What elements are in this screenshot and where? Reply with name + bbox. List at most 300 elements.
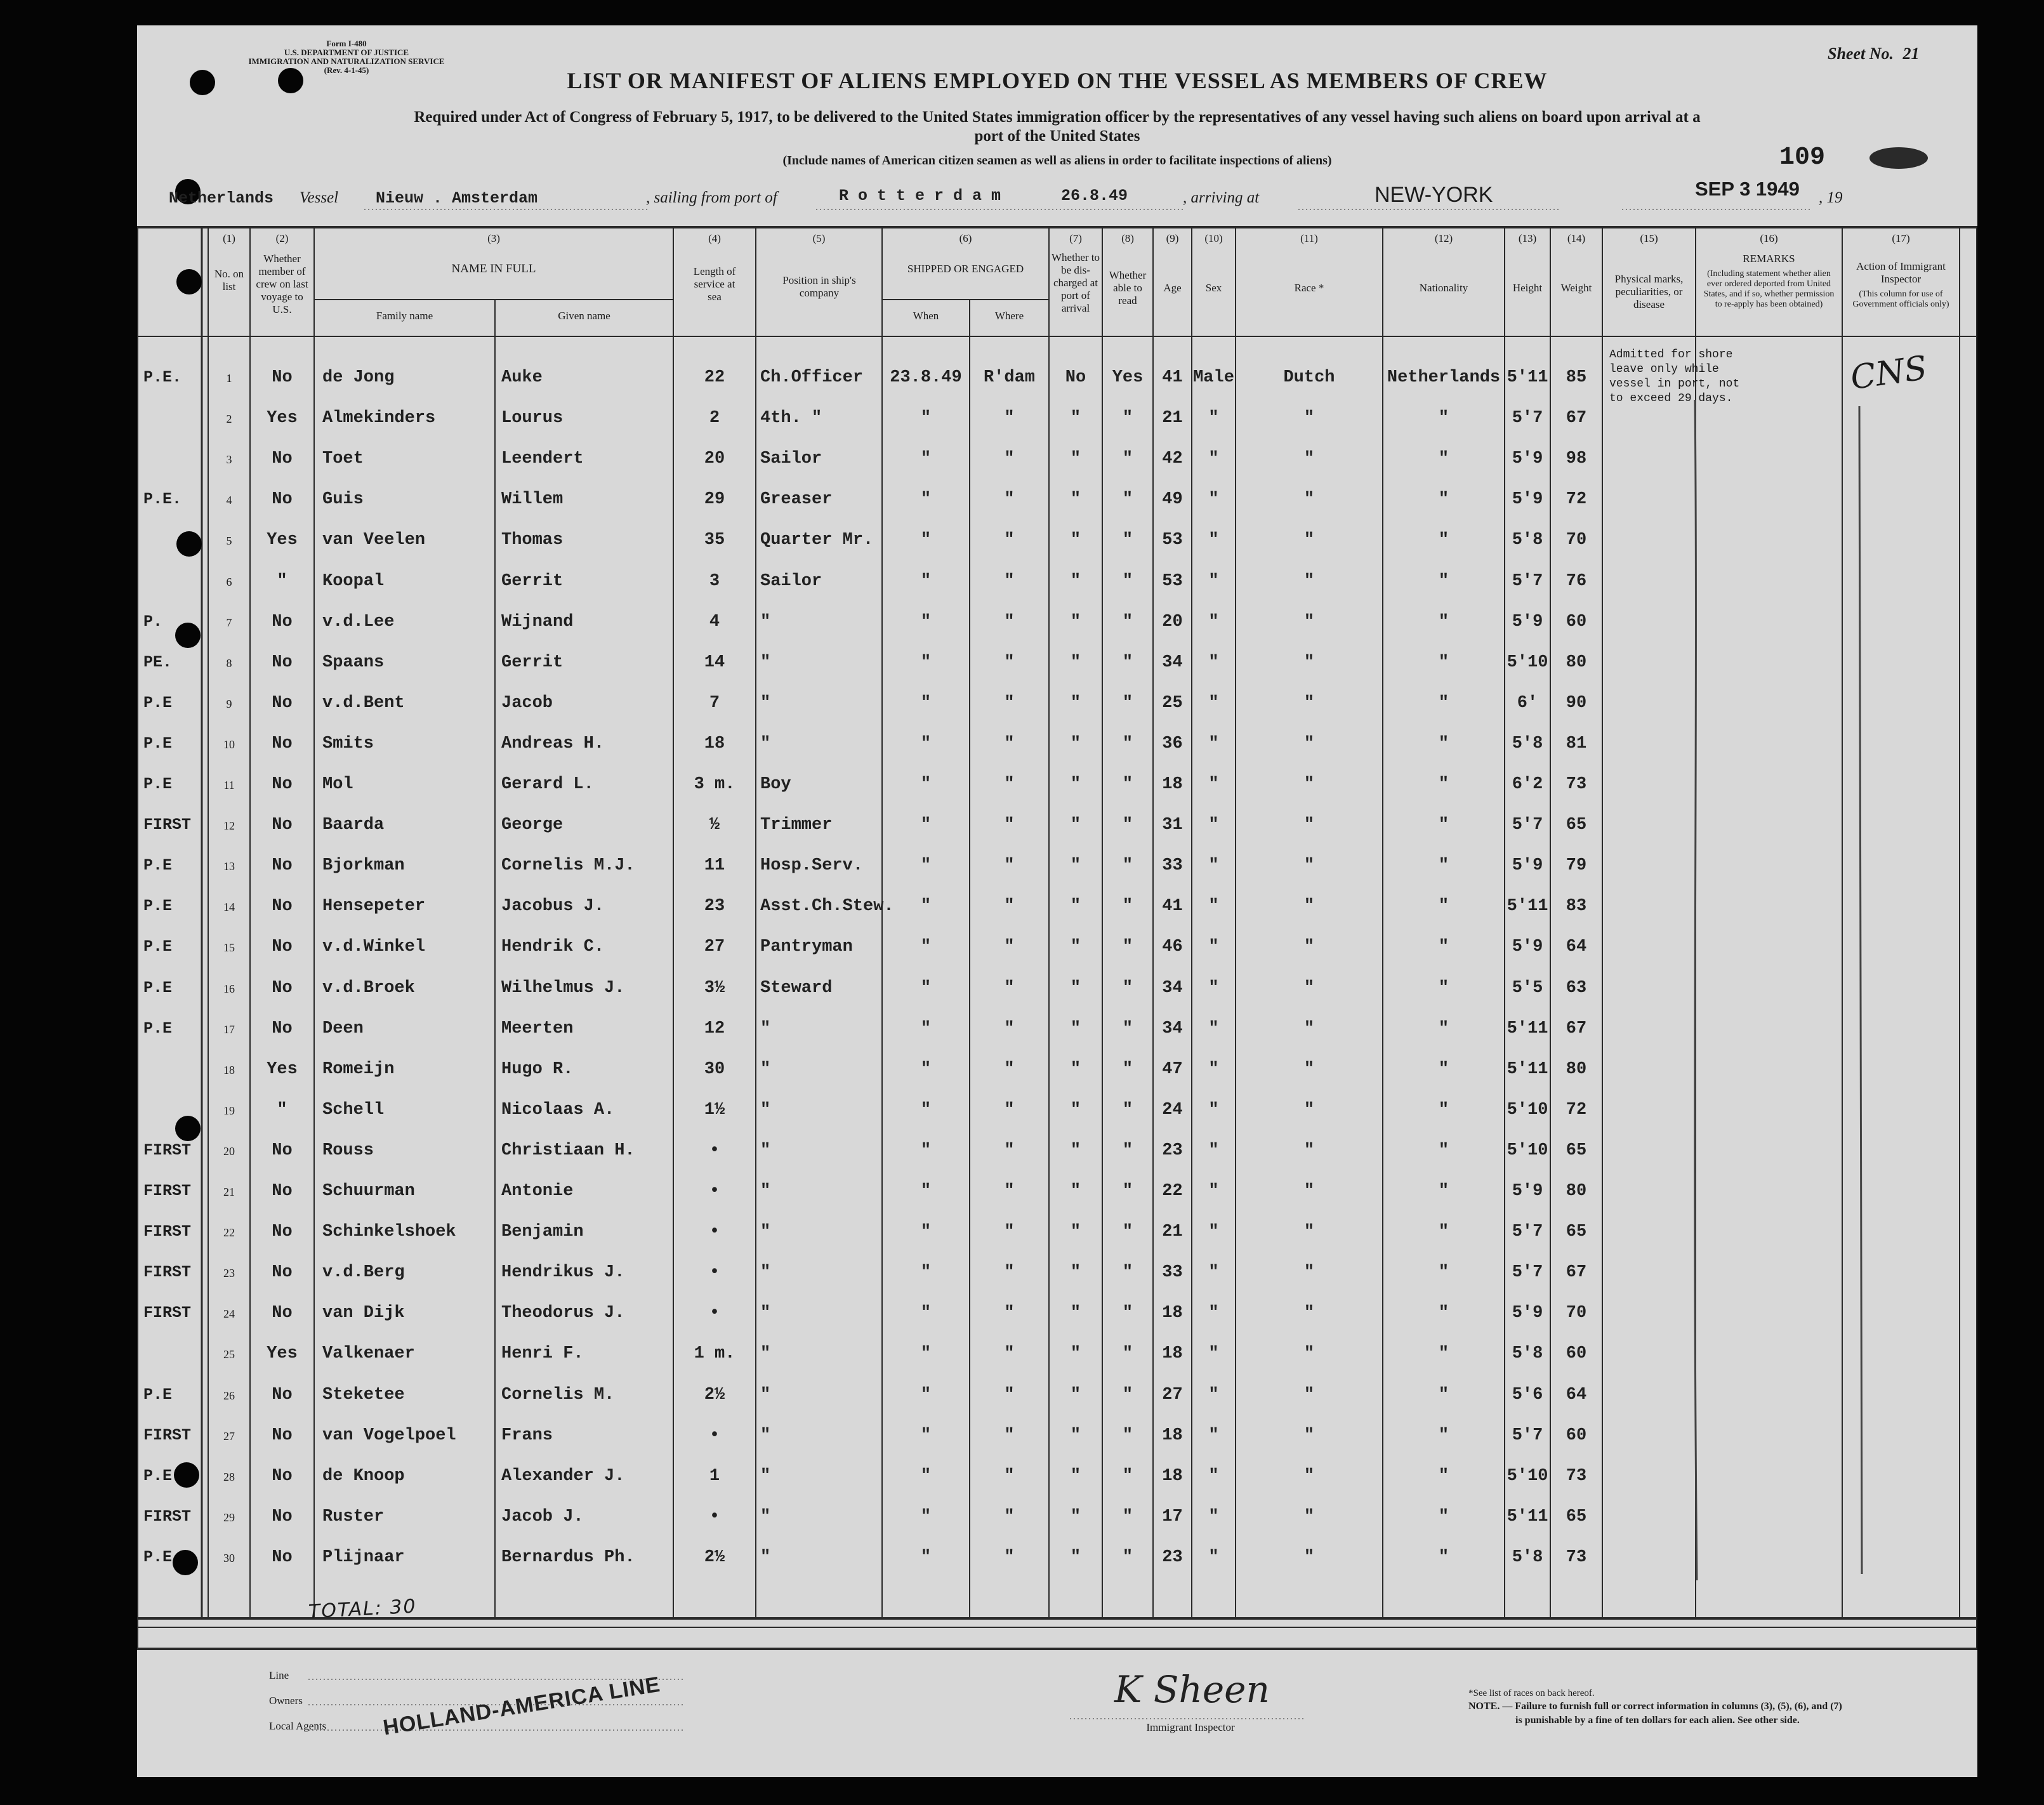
vessel-name: Nieuw . Amsterdam xyxy=(376,189,538,208)
row-8-prev: No xyxy=(272,652,293,672)
row-21-prev: No xyxy=(272,1182,293,1201)
row-16-service: 3½ xyxy=(704,978,725,998)
row-10-mark: P.E xyxy=(143,734,173,753)
row-18-family: Romeijn xyxy=(322,1059,395,1079)
fine-note-2: is punishable by a fine of ten dollars for each alien. See other side. xyxy=(1515,1715,1800,1726)
row-7-race: " xyxy=(1303,612,1315,631)
row-10-when: " xyxy=(920,734,932,753)
punch-hole xyxy=(176,531,202,557)
row-29-weight: 65 xyxy=(1566,1507,1587,1526)
col-2-num: (2) xyxy=(275,232,289,244)
row-5-prev: Yes xyxy=(267,531,298,550)
subtitle-line-2: port of the United States xyxy=(974,128,1140,145)
row-22-age: 21 xyxy=(1162,1222,1183,1242)
row-2-no: 2 xyxy=(226,413,232,426)
row-4-position: Greaser xyxy=(760,490,833,510)
row-16-mark: P.E xyxy=(143,978,173,997)
row-6-family: Koopal xyxy=(322,571,385,591)
row-19-service: 1½ xyxy=(704,1100,725,1120)
col-17-num: (17) xyxy=(1892,232,1910,244)
row-16-family: v.d.Broek xyxy=(322,978,415,998)
shore-leave-remark: Admitted for shore leave only while vessel in port, not to exceed 29 days. xyxy=(1609,348,1740,405)
row-27-mark: FIRST xyxy=(143,1425,192,1445)
row-29-service: • xyxy=(709,1507,720,1526)
row-11-given: Gerard L. xyxy=(501,775,594,794)
row-6-prev: " xyxy=(277,571,287,591)
row-9-where: " xyxy=(1004,693,1015,713)
row-12-family: Baarda xyxy=(322,816,385,835)
row-24-disch: " xyxy=(1070,1304,1081,1323)
row-30-given: Bernardus Ph. xyxy=(501,1547,635,1567)
row-26-sex: " xyxy=(1208,1385,1219,1405)
row-26-height: 5'6 xyxy=(1512,1385,1543,1405)
row-10-weight: 81 xyxy=(1566,734,1587,753)
row-2-service: 2 xyxy=(709,409,720,428)
row-8-sex: " xyxy=(1208,652,1219,672)
row-3-family: Toet xyxy=(322,449,364,469)
row-14-prev: No xyxy=(272,897,293,916)
row-14-age: 41 xyxy=(1162,897,1183,916)
row-28-weight: 73 xyxy=(1566,1466,1587,1486)
row-25-prev: Yes xyxy=(267,1344,298,1364)
row-26-prev: No xyxy=(272,1385,293,1405)
row-6-disch: " xyxy=(1070,571,1081,591)
arriving-label: , arriving at xyxy=(1183,189,1260,206)
col-1-num: (1) xyxy=(223,232,235,244)
row-19-age: 24 xyxy=(1162,1100,1183,1120)
row-3-read: " xyxy=(1122,449,1133,469)
form-rev: (Rev. 4-1-45) xyxy=(324,65,369,75)
row-18-where: " xyxy=(1004,1059,1015,1079)
row-28-read: " xyxy=(1122,1466,1133,1486)
row-17-age: 34 xyxy=(1162,1019,1183,1038)
row-21-sex: " xyxy=(1208,1182,1219,1201)
row-16-height: 5'5 xyxy=(1512,978,1543,998)
row-1-position: Ch.Officer xyxy=(760,368,864,387)
row-20-prev: No xyxy=(272,1141,293,1160)
row-29-where: " xyxy=(1004,1507,1015,1526)
row-15-where: " xyxy=(1004,937,1015,957)
row-4-when: " xyxy=(920,490,932,510)
col-4-label: Length of service at sea xyxy=(693,265,736,303)
row-5-where: " xyxy=(1004,531,1015,550)
row-20-weight: 65 xyxy=(1566,1141,1587,1160)
row-17-service: 12 xyxy=(704,1019,725,1038)
row-18-service: 30 xyxy=(704,1059,725,1079)
row-27-read: " xyxy=(1122,1425,1133,1445)
row-11-nat: " xyxy=(1438,775,1449,794)
row-16-weight: 63 xyxy=(1566,978,1587,998)
row-10-age: 36 xyxy=(1162,734,1183,753)
row-29-prev: No xyxy=(272,1507,293,1526)
row-16-sex: " xyxy=(1208,978,1219,998)
row-4-nat: " xyxy=(1438,490,1449,510)
row-5-read: " xyxy=(1122,531,1133,550)
row-21-disch: " xyxy=(1070,1182,1081,1201)
row-26-disch: " xyxy=(1070,1385,1081,1405)
col-6-where: Where xyxy=(994,310,1024,322)
col-14-label: Weight xyxy=(1560,282,1592,294)
row-12-prev: No xyxy=(272,816,293,835)
row-8-read: " xyxy=(1122,652,1133,672)
row-4-race: " xyxy=(1303,490,1315,510)
row-5-when: " xyxy=(920,531,932,550)
row-28-age: 18 xyxy=(1162,1466,1183,1486)
row-24-prev: No xyxy=(272,1304,293,1323)
row-26-family: Steketee xyxy=(322,1385,405,1405)
row-27-position: " xyxy=(760,1425,771,1445)
row-24-when: " xyxy=(920,1304,932,1323)
row-26-age: 27 xyxy=(1162,1385,1183,1405)
row-4-where: " xyxy=(1004,490,1015,510)
row-14-family: Hensepeter xyxy=(322,897,426,916)
row-25-given: Henri F. xyxy=(501,1344,584,1364)
row-7-sex: " xyxy=(1208,612,1219,631)
row-30-weight: 73 xyxy=(1566,1547,1587,1567)
row-12-where: " xyxy=(1004,816,1015,835)
row-14-position: Asst.Ch.Stew. xyxy=(760,897,894,916)
row-10-race: " xyxy=(1303,734,1315,753)
row-21-age: 22 xyxy=(1162,1182,1183,1201)
row-15-sex: " xyxy=(1208,937,1219,957)
row-28-disch: " xyxy=(1070,1466,1081,1486)
col-17-sub: (This column for use of Government officials only) xyxy=(1852,289,1949,309)
row-25-service: 1 m. xyxy=(694,1344,735,1364)
row-3-when: " xyxy=(920,449,932,469)
row-30-nat: " xyxy=(1438,1547,1449,1567)
col-12-num: (12) xyxy=(1434,232,1453,244)
subtitle-line-1: Required under Act of Congress of February 5, 1917, to be delivered to the United States immigration officer by the representatives of any vessel having such aliens on board upon arrival at a xyxy=(414,109,1701,126)
col-11-label: Race * xyxy=(1294,282,1324,294)
row-21-given: Antonie xyxy=(501,1182,574,1201)
row-29-no: 29 xyxy=(223,1511,235,1524)
row-19-position: " xyxy=(760,1100,771,1120)
col-8-num: (8) xyxy=(1121,232,1134,244)
row-12-height: 5'7 xyxy=(1512,816,1543,835)
row-17-height: 5'11 xyxy=(1507,1019,1548,1038)
row-14-sex: " xyxy=(1208,897,1219,916)
col-5-label: Position in ship's company xyxy=(782,274,856,299)
row-7-age: 20 xyxy=(1162,612,1183,631)
row-13-read: " xyxy=(1122,856,1133,876)
row-11-where: " xyxy=(1004,775,1015,794)
row-17-mark: P.E xyxy=(143,1019,173,1038)
col-7-num: (7) xyxy=(1069,232,1082,244)
row-20-given: Christiaan H. xyxy=(501,1141,635,1160)
row-29-sex: " xyxy=(1208,1507,1219,1526)
row-7-given: Wijnand xyxy=(501,612,574,631)
row-25-family: Valkenaer xyxy=(322,1344,415,1364)
row-11-family: Mol xyxy=(322,775,353,794)
row-25-height: 5'8 xyxy=(1512,1344,1543,1364)
row-17-nat: " xyxy=(1438,1019,1449,1038)
row-4-read: " xyxy=(1122,490,1133,510)
row-4-height: 5'9 xyxy=(1512,490,1543,510)
row-26-where: " xyxy=(1004,1385,1015,1405)
row-13-when: " xyxy=(920,856,932,876)
col-12-label: Nationality xyxy=(1419,282,1468,294)
row-22-family: Schinkelshoek xyxy=(322,1222,456,1242)
row-30-service: 2½ xyxy=(704,1547,725,1567)
row-9-age: 25 xyxy=(1162,693,1183,713)
row-17-prev: No xyxy=(272,1019,293,1038)
row-13-nat: " xyxy=(1438,856,1449,876)
row-22-service: • xyxy=(709,1222,720,1242)
row-21-family: Schuurman xyxy=(322,1182,415,1201)
row-5-given: Thomas xyxy=(501,531,564,550)
row-4-family: Guis xyxy=(322,490,364,510)
row-17-no: 17 xyxy=(223,1022,235,1036)
row-23-service: • xyxy=(709,1263,720,1283)
row-22-given: Benjamin xyxy=(501,1222,584,1242)
owners-label: Owners xyxy=(269,1695,303,1707)
row-9-no: 9 xyxy=(226,697,232,710)
row-5-height: 5'8 xyxy=(1512,531,1543,550)
row-29-read: " xyxy=(1122,1507,1133,1526)
row-5-service: 35 xyxy=(704,531,725,550)
row-26-mark: P.E xyxy=(143,1385,173,1404)
row-25-race: " xyxy=(1303,1344,1315,1364)
row-12-sex: " xyxy=(1208,816,1219,835)
row-7-mark: P. xyxy=(143,612,163,631)
row-6-age: 53 xyxy=(1162,571,1183,591)
row-16-read: " xyxy=(1122,978,1133,998)
row-18-race: " xyxy=(1303,1059,1315,1079)
row-30-read: " xyxy=(1122,1547,1133,1567)
row-25-sex: " xyxy=(1208,1344,1219,1364)
row-21-service: • xyxy=(709,1182,720,1201)
row-21-mark: FIRST xyxy=(143,1182,192,1200)
row-16-prev: No xyxy=(272,978,293,998)
row-9-disch: " xyxy=(1070,693,1081,713)
row-6-read: " xyxy=(1122,571,1133,591)
row-3-no: 3 xyxy=(226,453,232,466)
row-11-disch: " xyxy=(1070,775,1081,794)
row-10-read: " xyxy=(1122,734,1133,753)
col-13-label: Height xyxy=(1512,282,1543,294)
row-20-disch: " xyxy=(1070,1141,1081,1160)
punch-hole xyxy=(175,1116,201,1141)
row-3-weight: 98 xyxy=(1566,449,1587,469)
col-6-label: SHIPPED OR ENGAGED xyxy=(907,263,1024,275)
row-6-position: Sailor xyxy=(760,571,822,591)
row-18-height: 5'11 xyxy=(1507,1059,1548,1079)
row-23-no: 23 xyxy=(223,1267,235,1280)
row-30-race: " xyxy=(1303,1547,1315,1567)
row-28-given: Alexander J. xyxy=(501,1466,625,1486)
manifest-sheet xyxy=(137,25,1977,1777)
row-21-where: " xyxy=(1004,1182,1015,1201)
row-15-weight: 64 xyxy=(1566,937,1587,957)
row-13-mark: P.E xyxy=(143,856,173,875)
row-24-race: " xyxy=(1303,1304,1315,1323)
row-24-where: " xyxy=(1004,1304,1015,1323)
row-24-position: " xyxy=(760,1304,771,1323)
row-28-where: " xyxy=(1004,1466,1015,1486)
row-13-prev: No xyxy=(272,856,293,876)
row-14-height: 5'11 xyxy=(1507,897,1548,916)
row-15-race: " xyxy=(1303,937,1315,957)
row-17-disch: " xyxy=(1070,1019,1081,1038)
row-15-no: 15 xyxy=(223,941,235,955)
row-5-age: 53 xyxy=(1162,531,1183,550)
row-3-race: " xyxy=(1303,449,1315,469)
sheet-label: Sheet No. xyxy=(1828,44,1894,63)
row-2-age: 21 xyxy=(1162,409,1183,428)
row-16-nat: " xyxy=(1438,978,1449,998)
row-2-given: Lourus xyxy=(501,409,564,428)
row-24-nat: " xyxy=(1438,1304,1449,1323)
row-22-sex: " xyxy=(1208,1222,1219,1242)
row-15-family: v.d.Winkel xyxy=(322,937,426,957)
row-6-where: " xyxy=(1004,571,1015,591)
col-6-num: (6) xyxy=(959,232,972,244)
col-3-num: (3) xyxy=(487,232,500,244)
row-24-age: 18 xyxy=(1162,1304,1183,1323)
col-6-when: When xyxy=(913,310,939,322)
row-1-race: Dutch xyxy=(1283,368,1335,387)
include-note: (Include names of American citizen seamen as well as aliens in order to facilitate inspections of aliens) xyxy=(782,154,1332,168)
row-17-family: Deen xyxy=(322,1019,364,1038)
row-3-given: Leendert xyxy=(501,449,584,469)
row-27-no: 27 xyxy=(223,1429,235,1443)
row-12-weight: 65 xyxy=(1566,816,1587,835)
row-13-position: Hosp.Serv. xyxy=(760,856,864,876)
row-8-disch: " xyxy=(1070,652,1081,672)
row-27-weight: 60 xyxy=(1566,1425,1587,1445)
col-16-num: (16) xyxy=(1760,232,1778,244)
row-17-read: " xyxy=(1122,1019,1133,1038)
row-8-mark: PE. xyxy=(143,652,173,671)
row-18-weight: 80 xyxy=(1566,1059,1587,1079)
row-23-nat: " xyxy=(1438,1263,1449,1283)
row-5-nat: " xyxy=(1438,531,1449,550)
row-4-mark: P.E. xyxy=(143,490,182,509)
row-30-sex: " xyxy=(1208,1547,1219,1567)
row-29-given: Jacob J. xyxy=(501,1507,584,1526)
row-25-disch: " xyxy=(1070,1344,1081,1364)
row-15-age: 46 xyxy=(1162,937,1183,957)
row-10-no: 10 xyxy=(223,737,235,751)
row-16-when: " xyxy=(920,978,932,998)
row-29-race: " xyxy=(1303,1507,1315,1526)
row-8-weight: 80 xyxy=(1566,652,1587,672)
punch-hole xyxy=(176,269,202,294)
row-9-sex: " xyxy=(1208,693,1219,713)
row-25-where: " xyxy=(1004,1344,1015,1364)
row-4-weight: 72 xyxy=(1566,490,1587,510)
row-12-no: 12 xyxy=(223,819,235,833)
row-29-mark: FIRST xyxy=(143,1507,192,1526)
row-23-disch: " xyxy=(1070,1263,1081,1283)
row-26-no: 26 xyxy=(223,1389,235,1402)
row-4-age: 49 xyxy=(1162,490,1183,510)
row-4-disch: " xyxy=(1070,490,1081,510)
row-11-height: 6'2 xyxy=(1512,775,1543,794)
row-15-prev: No xyxy=(272,937,293,957)
inspector-label: Immigrant Inspector xyxy=(1146,1721,1235,1733)
row-7-position: " xyxy=(760,612,771,631)
row-22-nat: " xyxy=(1438,1222,1449,1242)
row-3-where: " xyxy=(1004,449,1015,469)
inspector-initials: CNS xyxy=(1848,348,1930,398)
row-26-read: " xyxy=(1122,1385,1133,1405)
arrival-date: SEP 3 1949 xyxy=(1695,178,1800,200)
row-1-no: 1 xyxy=(226,372,232,385)
row-1-height: 5'11 xyxy=(1507,368,1548,387)
row-25-age: 18 xyxy=(1162,1344,1183,1364)
row-27-sex: " xyxy=(1208,1425,1219,1445)
row-2-where: " xyxy=(1004,409,1015,428)
col-3-given: Given name xyxy=(558,310,610,322)
row-19-disch: " xyxy=(1070,1100,1081,1120)
row-18-when: " xyxy=(920,1059,932,1079)
row-11-prev: No xyxy=(272,775,293,794)
row-28-sex: " xyxy=(1208,1466,1219,1486)
row-22-read: " xyxy=(1122,1222,1133,1242)
row-16-given: Wilhelmus J. xyxy=(501,978,625,998)
row-23-sex: " xyxy=(1208,1263,1219,1283)
row-20-read: " xyxy=(1122,1141,1133,1160)
row-26-race: " xyxy=(1303,1385,1315,1405)
row-4-sex: " xyxy=(1208,490,1219,510)
row-23-where: " xyxy=(1004,1263,1015,1283)
row-15-nat: " xyxy=(1438,937,1449,957)
vessel-label: Vessel xyxy=(300,189,339,206)
row-11-weight: 73 xyxy=(1566,775,1587,794)
row-1-mark: P.E. xyxy=(143,368,182,387)
row-20-family: Rouss xyxy=(322,1141,374,1160)
row-7-when: " xyxy=(920,612,932,631)
row-11-read: " xyxy=(1122,775,1133,794)
row-16-race: " xyxy=(1303,978,1315,998)
col-15-label: Physical marks, peculiarities, or disease xyxy=(1614,273,1684,310)
row-25-no: 25 xyxy=(223,1348,235,1361)
row-6-height: 5'7 xyxy=(1512,571,1543,591)
row-8-height: 5'10 xyxy=(1507,652,1548,672)
row-7-no: 7 xyxy=(226,616,232,629)
row-8-given: Gerrit xyxy=(501,652,564,672)
row-8-no: 8 xyxy=(226,656,232,670)
row-26-service: 2½ xyxy=(704,1385,725,1405)
row-1-read: Yes xyxy=(1112,368,1144,387)
row-12-when: " xyxy=(920,816,932,835)
row-15-service: 27 xyxy=(704,937,725,957)
row-10-position: " xyxy=(760,734,771,753)
row-3-sex: " xyxy=(1208,449,1219,469)
row-29-when: " xyxy=(920,1507,932,1526)
row-19-weight: 72 xyxy=(1566,1100,1587,1120)
ink-blot xyxy=(1869,147,1928,169)
row-29-position: " xyxy=(760,1507,771,1526)
row-13-height: 5'9 xyxy=(1512,856,1543,876)
holland-america-stamp: HOLLAND-AMERICA LINE xyxy=(381,1672,663,1740)
row-15-mark: P.E xyxy=(143,937,173,956)
row-12-read: " xyxy=(1122,816,1133,835)
row-16-age: 34 xyxy=(1162,978,1183,998)
row-1-service: 22 xyxy=(704,368,725,387)
row-1-nat: Netherlands xyxy=(1387,368,1501,387)
row-20-sex: " xyxy=(1208,1141,1219,1160)
row-15-height: 5'9 xyxy=(1512,937,1543,957)
row-20-mark: FIRST xyxy=(143,1141,192,1160)
col-1-label: No. on list xyxy=(214,268,244,293)
row-27-where: " xyxy=(1004,1425,1015,1445)
row-2-disch: " xyxy=(1070,409,1081,428)
row-20-service: • xyxy=(709,1141,720,1160)
arriving-port: NEW-YORK xyxy=(1375,183,1493,207)
row-1-weight: 85 xyxy=(1566,368,1587,387)
